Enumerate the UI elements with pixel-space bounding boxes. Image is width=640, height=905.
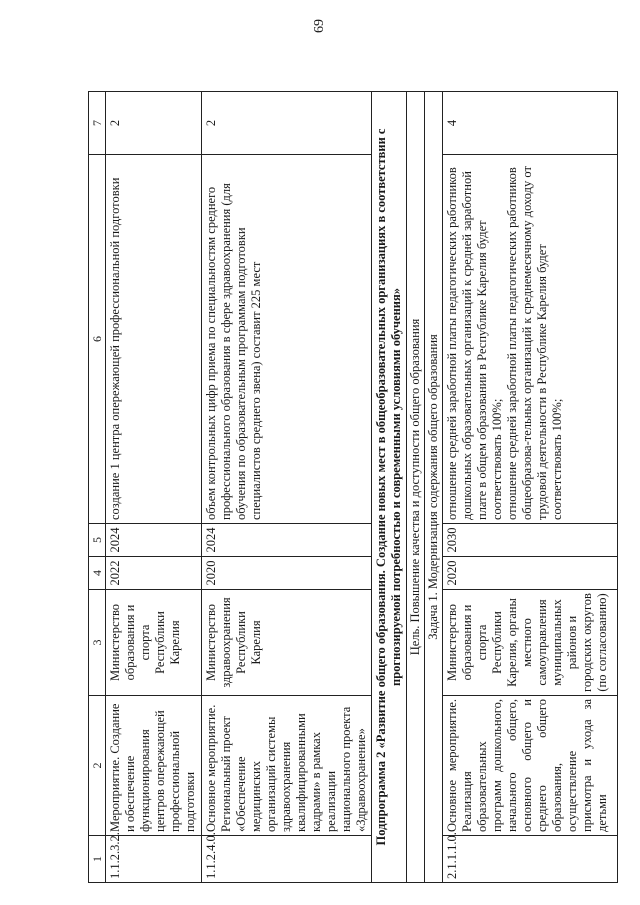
table-row bbox=[202, 92, 372, 883]
row-code: 2.1.1.1.0. bbox=[443, 836, 618, 883]
row-activity: Мероприятие. Создание и обеспечение функционирования центров опережающей профессиональной подготовки bbox=[106, 696, 202, 836]
row-result: объем контрольных цифр приема по специальностям среднего профессионального образования в сфере здравоохранения (для обучения по образовательным программам подготовки специалистов среднего звена) составит 225 мест bbox=[202, 155, 372, 524]
row-end-year: 2030 bbox=[443, 524, 618, 557]
row-code: 1.1.2.4.0. bbox=[202, 836, 372, 883]
header-cell: 6 bbox=[89, 155, 106, 524]
row-start-year: 2020 bbox=[443, 557, 618, 590]
row-end-year: 2024 bbox=[202, 524, 372, 557]
table-row bbox=[106, 92, 202, 883]
row-result bbox=[443, 155, 618, 524]
row-executor: Министерство образования и спорта Республики Карелия, органы местного самоуправления муниципальных районов и городских округов (по согласованию) bbox=[443, 590, 618, 696]
row-activity: Основное мероприятие. Реализация образовательных программ дошкольного, начального общего, основного общего и среднего общего образования, осуществление присмотра и ухода за детьми bbox=[443, 696, 618, 836]
row-col7: 2 bbox=[202, 92, 372, 155]
task-text: Задача 1. Модернизация содержания общего образования bbox=[425, 92, 443, 883]
table-row bbox=[443, 92, 618, 883]
subprogram-title: Подпрограмма 2 «Развитие общего образования. Создание новых мест в общеобразовательных организациях в соответствии с прогнозируемой потребностью и современными условиями обучения» bbox=[372, 92, 407, 883]
header-cell: 3 bbox=[89, 590, 106, 696]
result-paragraph: отношение средней заработной платы педагогических работников дошкольных образовательных организаций к средней заработной плате в общем образовании в Республике Карелия будет соответствовать 100%; bbox=[445, 167, 505, 520]
row-executor: Министерство здравоохранения Республики Карелия bbox=[202, 590, 372, 696]
header-row bbox=[89, 92, 106, 883]
row-activity: Основное мероприятие. Региональный проект «Обеспечение медицинских организаций системы здравоохранения квалифицированными кадрами» в рамках реализации национального проекта «Здравоохранение» bbox=[202, 696, 372, 836]
row-col7: 4 bbox=[443, 92, 618, 155]
header-cell: 5 bbox=[89, 524, 106, 557]
header-cell: 4 bbox=[89, 557, 106, 590]
header-cell: 1 bbox=[89, 836, 106, 883]
row-end-year: 2024 bbox=[106, 524, 202, 557]
row-col7: 2 bbox=[106, 92, 202, 155]
page-number bbox=[0, 18, 640, 34]
row-start-year: 2022 bbox=[106, 557, 202, 590]
result-paragraph: отношение средней заработной платы педагогических работников общеобразова-тельных организаций к среднемесячному доходу от трудовой деятельности в Республике Карелия будет соответствовать 100%; bbox=[505, 166, 565, 520]
row-executor: Министерство образования и спорта Республики Карелия bbox=[106, 590, 202, 696]
header-cell: 7 bbox=[89, 92, 106, 155]
document-table-rotated bbox=[88, 92, 608, 883]
row-result: создание 1 центра опережающей профессиональной подготовки bbox=[106, 155, 202, 524]
page-number-text: 69 bbox=[312, 19, 327, 33]
goal-text: Цель. Повышение качества и доступности общего образования bbox=[407, 92, 425, 883]
row-start-year: 2020 bbox=[202, 557, 372, 590]
header-cell: 2 bbox=[89, 696, 106, 836]
subprogram-row bbox=[372, 92, 407, 883]
row-code: 1.1.2.3.2. bbox=[106, 836, 202, 883]
task-row bbox=[425, 92, 443, 883]
program-table bbox=[88, 91, 618, 883]
goal-row bbox=[407, 92, 425, 883]
